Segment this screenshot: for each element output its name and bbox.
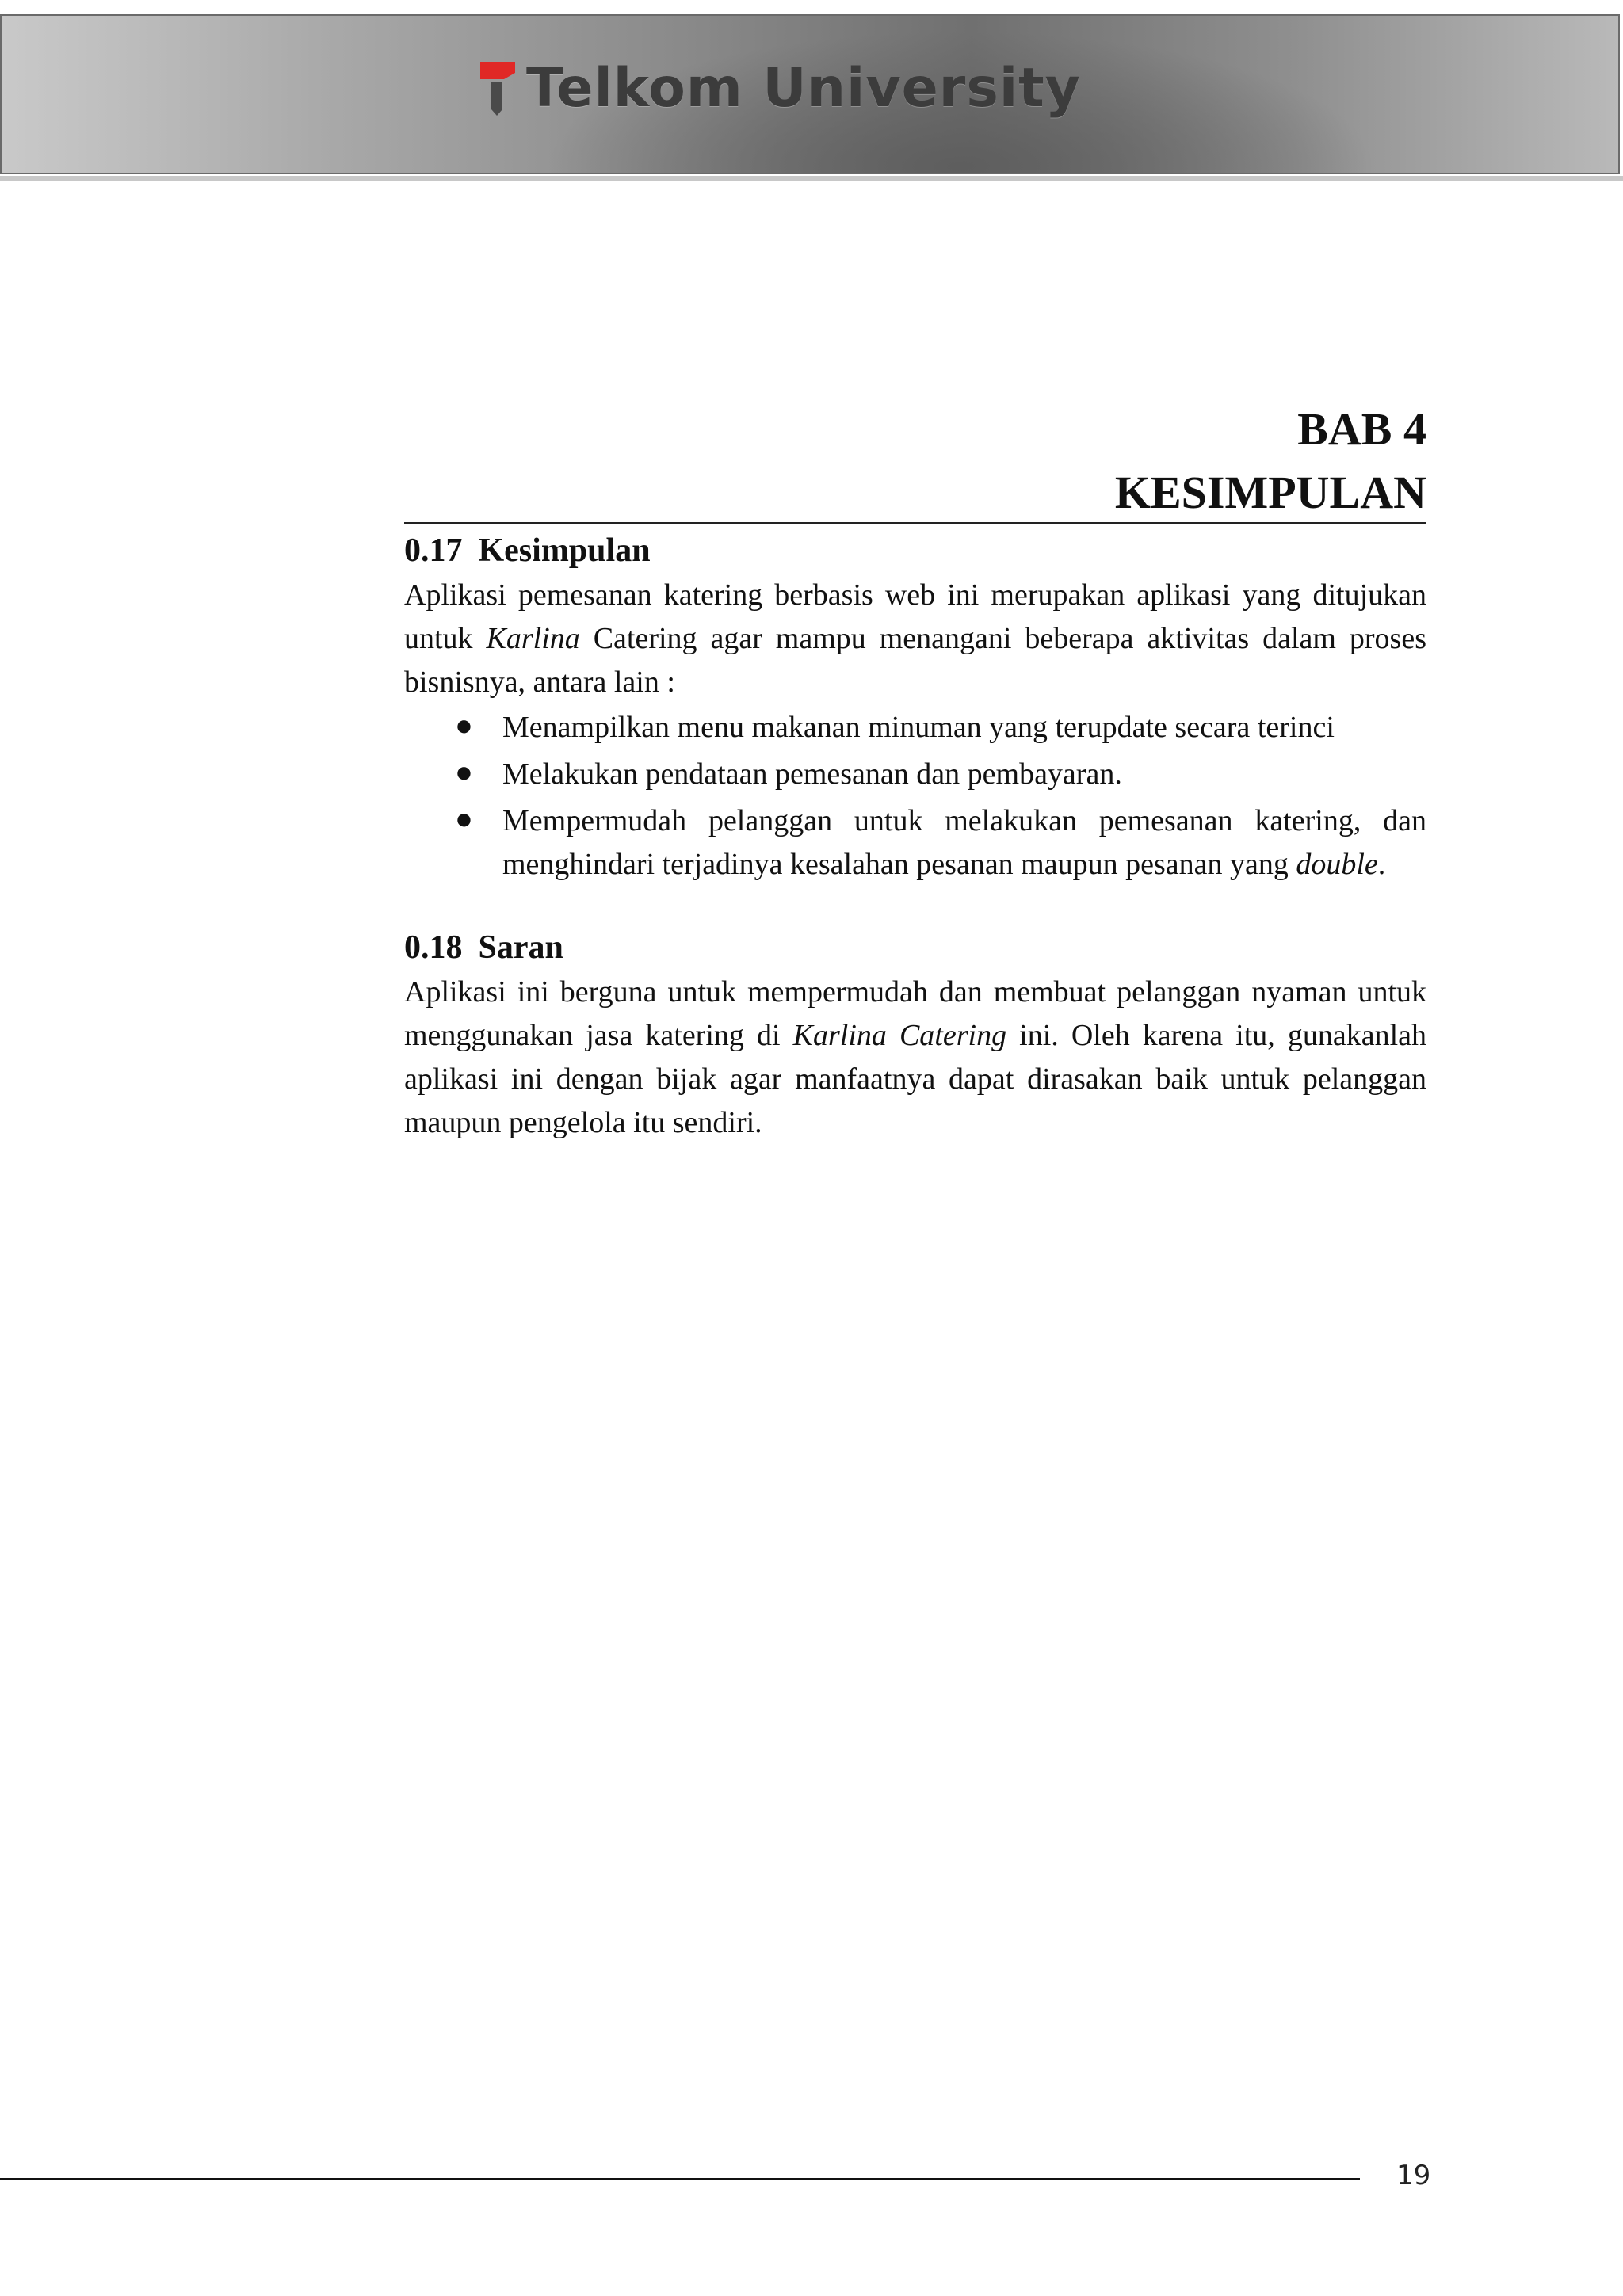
logo-text: Telkom University bbox=[526, 57, 1081, 120]
kesimpulan-bullet-list bbox=[404, 704, 1426, 888]
kesimpulan-intro-paragraph bbox=[404, 574, 1426, 704]
intro-emphasis: Karlina bbox=[486, 622, 580, 655]
list-item bbox=[455, 798, 1426, 888]
header-banner bbox=[0, 14, 1620, 174]
section-heading-saran bbox=[404, 925, 1426, 971]
saran-text-end: ini. Oleh karena itu, gunakanlah aplikasi ini dengan bijak agar manfaatnya dapat dirasakan baik untuk pelanggan maupun pengelola itu sendiri. bbox=[404, 1019, 1426, 1139]
intro-text-end: Catering agar mampu menangani beberapa aktivitas dalam proses bisnisnya, antara lain : bbox=[404, 622, 1426, 699]
list-item-text: Melakukan pendataan pemesanan dan pembayaran. bbox=[502, 757, 1122, 791]
section-heading-kesimpulan bbox=[404, 528, 1426, 574]
section-spacer bbox=[404, 888, 1426, 925]
chapter-number: BAB 4 bbox=[1297, 403, 1426, 455]
footer-divider bbox=[0, 2178, 1360, 2180]
telkom-t-icon bbox=[480, 62, 515, 116]
header-underline bbox=[0, 176, 1623, 181]
page-number: 19 bbox=[1396, 2160, 1431, 2191]
list-item-emphasis: double bbox=[1296, 848, 1378, 881]
list-item-text-end: . bbox=[1377, 848, 1386, 881]
saran-paragraph bbox=[404, 971, 1426, 1145]
list-item bbox=[455, 704, 1426, 751]
intro-text: Aplikasi pemesanan katering berbasis web ini merupakan aplikasi yang ditujukan untuk bbox=[404, 578, 1426, 655]
saran-emphasis: Karlina Catering bbox=[792, 1019, 1007, 1052]
bullet-icon: ● bbox=[455, 803, 473, 836]
saran-text: Aplikasi ini berguna untuk mempermudah dan membuat pelanggan nyaman untuk menggunakan jasa katering di bbox=[404, 975, 1426, 1052]
section-number: 0.17 bbox=[404, 532, 463, 569]
document-body bbox=[404, 528, 1426, 1145]
telkom-university-logo bbox=[480, 57, 1081, 120]
bullet-icon: ● bbox=[455, 756, 473, 789]
chapter-divider bbox=[404, 522, 1426, 524]
section-number: 0.18 bbox=[404, 929, 463, 966]
list-item bbox=[455, 751, 1426, 798]
section-title: Saran bbox=[478, 929, 563, 966]
bullet-icon: ● bbox=[455, 709, 473, 742]
chapter-heading bbox=[1115, 398, 1426, 524]
list-item-text: Mempermudah pelanggan untuk melakukan pemesanan katering, dan menghindari terjadinya kesalahan pesanan maupun pesanan yang bbox=[502, 804, 1426, 881]
chapter-title: KESIMPULAN bbox=[1114, 467, 1426, 518]
section-title: Kesimpulan bbox=[478, 532, 651, 569]
list-item-text: Menampilkan menu makanan minuman yang terupdate secara terinci bbox=[502, 711, 1335, 744]
